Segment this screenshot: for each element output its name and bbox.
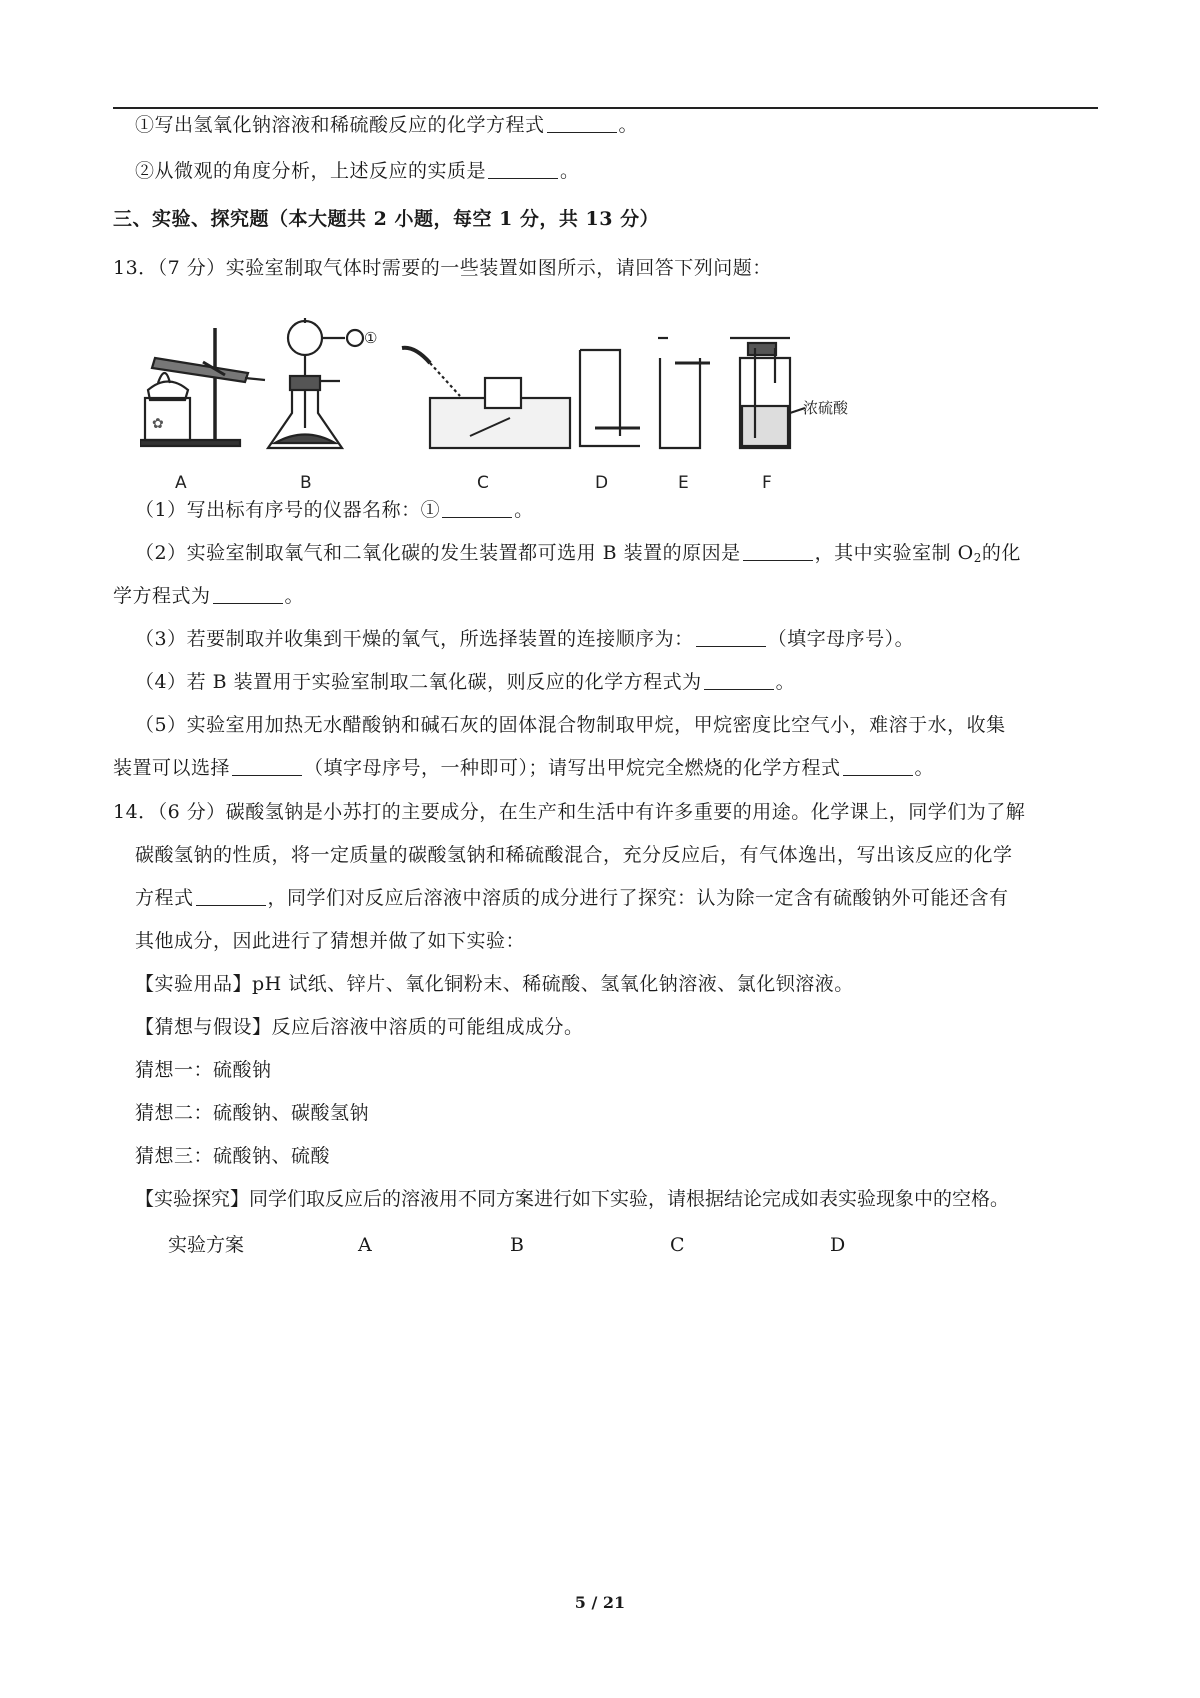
q13-part2-text-b: ，其中实验室制 O (814, 542, 974, 564)
table-header-d: D (830, 1234, 846, 1256)
q12-item2 (135, 158, 580, 184)
figure-acid-label: 浓硫酸 (803, 399, 849, 417)
figure-label-c: C (477, 473, 489, 493)
apparatus-b-drawing (268, 318, 363, 448)
q13-part2-line2: 学方程式为 (113, 585, 211, 607)
figure-label-f: F (762, 473, 772, 493)
answer-blank[interactable] (232, 757, 302, 776)
q14-line3-text-a: 方程式 (135, 887, 194, 909)
page-number: 5 / 21 (574, 1593, 626, 1612)
q12-item1-end: 。 (618, 114, 639, 136)
q13-part5-text-a: 装置可以选择 (113, 757, 231, 779)
q13-part5-text-c: 。 (914, 757, 935, 779)
q13-part5-text-b: （填字母序号，一种即可）；请写出甲烷完全燃烧的化学方程式 (304, 757, 841, 779)
answer-blank[interactable] (442, 499, 512, 518)
answer-blank[interactable] (704, 671, 774, 690)
q12-item2-end: 。 (560, 160, 580, 182)
section-3-title: 三、实验、探究题（本大题共 2 小题，每空 1 分，共 13 分） (113, 208, 660, 230)
q13-part2 (135, 540, 1021, 571)
q14-line3-text-b: ，同学们对反应后溶液中溶质的成分进行了探究：认为除一定含有硫酸钠外可能还含有 (267, 887, 1009, 909)
q14-guess3: 猜想三：硫酸钠、硫酸 (135, 1145, 331, 1167)
header-rule (113, 107, 1098, 109)
q14-line1: 14．（6 分）碳酸氢钠是小苏打的主要成分，在生产和生活中有许多重要的用途。化学课上，同学们为了解 (113, 801, 1026, 823)
figure-label-a: A (175, 473, 187, 493)
q14-line2: 碳酸氢钠的性质，将一定质量的碳酸氢钠和稀硫酸混合，充分反应后，有气体逸出，写出该反应的化学 (135, 844, 1013, 866)
q12-item1-text: ①写出氢氧化钠溶液和稀硫酸反应的化学方程式 (135, 114, 545, 136)
apparatus-f-drawing (730, 338, 805, 448)
apparatus-figure (140, 318, 940, 518)
apparatus-d-drawing (580, 350, 640, 446)
apparatus-c-drawing (402, 348, 570, 448)
figure-marker: ① (364, 329, 378, 347)
q14-hypothesis: 【猜想与假设】反应后溶液中溶质的可能组成成分。 (135, 1016, 584, 1038)
q13-part4 (135, 669, 795, 695)
q12-item2-text: ②从微观的角度分析，上述反应的实质是 (135, 160, 487, 182)
q14-guess2: 猜想二：硫酸钠、碳酸氢钠 (135, 1102, 370, 1124)
answer-blank[interactable] (696, 628, 766, 647)
q13-stem: 13．（7 分）实验室制取气体时需要的一些装置如图所示，请回答下列问题： (113, 257, 772, 279)
q13-part2-cont (113, 583, 304, 609)
q13-part5-line1: （5）实验室用加热无水醋酸钠和碱石灰的固体混合物制取甲烷，甲烷密度比空气小，难溶于水，收集 (135, 714, 1006, 736)
answer-blank[interactable] (547, 114, 617, 133)
q13-part2-subscript: 2 (973, 551, 982, 565)
q13-part3-text: （3）若要制取并收集到干燥的氧气，所选择装置的连接顺序为： (135, 628, 694, 650)
q13-part3-end: （填字母序号）。 (767, 628, 915, 650)
q13-part2-line2-end: 。 (284, 585, 305, 607)
svg-text:✿: ✿ (152, 416, 164, 432)
answer-blank[interactable] (743, 542, 813, 561)
q13-part2-text: （2）实验室制取氧气和二氧化碳的发生装置都可选用 B 装置的原因是 (135, 542, 741, 564)
q13-part3 (135, 626, 914, 652)
q13-part4-end: 。 (775, 671, 796, 693)
answer-blank[interactable] (196, 887, 266, 906)
answer-blank[interactable] (843, 757, 913, 776)
q13-part4-text: （4）若 B 装置用于实验室制取二氧化碳，则反应的化学方程式为 (135, 671, 702, 693)
q14-materials: 【实验用品】pH 试纸、锌片、氧化铜粉末、稀硫酸、氢氧化钠溶液、氯化钡溶液。 (135, 973, 854, 995)
q14-line3 (135, 885, 1009, 911)
answer-blank[interactable] (213, 585, 283, 604)
q14-explore: 【实验探究】同学们取反应后的溶液用不同方案进行如下实验，请根据结论完成如表实验现象中的空格。 (135, 1188, 1010, 1210)
table-header-b: B (510, 1234, 524, 1256)
table-header-a: A (358, 1234, 372, 1256)
table-header-c: C (670, 1234, 685, 1256)
q13-part2-text-c: 的化 (981, 542, 1021, 564)
table-header-plan: 实验方案 (168, 1234, 245, 1256)
q12-item1 (135, 112, 638, 138)
apparatus-a-drawing (140, 328, 265, 446)
figure-label-e: E (678, 473, 689, 493)
figure-label-d: D (595, 473, 609, 493)
q13-part1-end: 。 (514, 499, 534, 521)
figure-label-b: B (300, 473, 312, 493)
q13-part1-text: （1）写出标有序号的仪器名称：① (135, 499, 441, 521)
answer-blank[interactable] (488, 160, 558, 179)
q13-part1 (135, 497, 534, 523)
q14-line4: 其他成分，因此进行了猜想并做了如下实验： (135, 930, 526, 952)
apparatus-e-drawing (658, 338, 710, 448)
q14-guess1: 猜想一：硫酸钠 (135, 1059, 272, 1081)
q13-part5-line2 (113, 755, 934, 781)
